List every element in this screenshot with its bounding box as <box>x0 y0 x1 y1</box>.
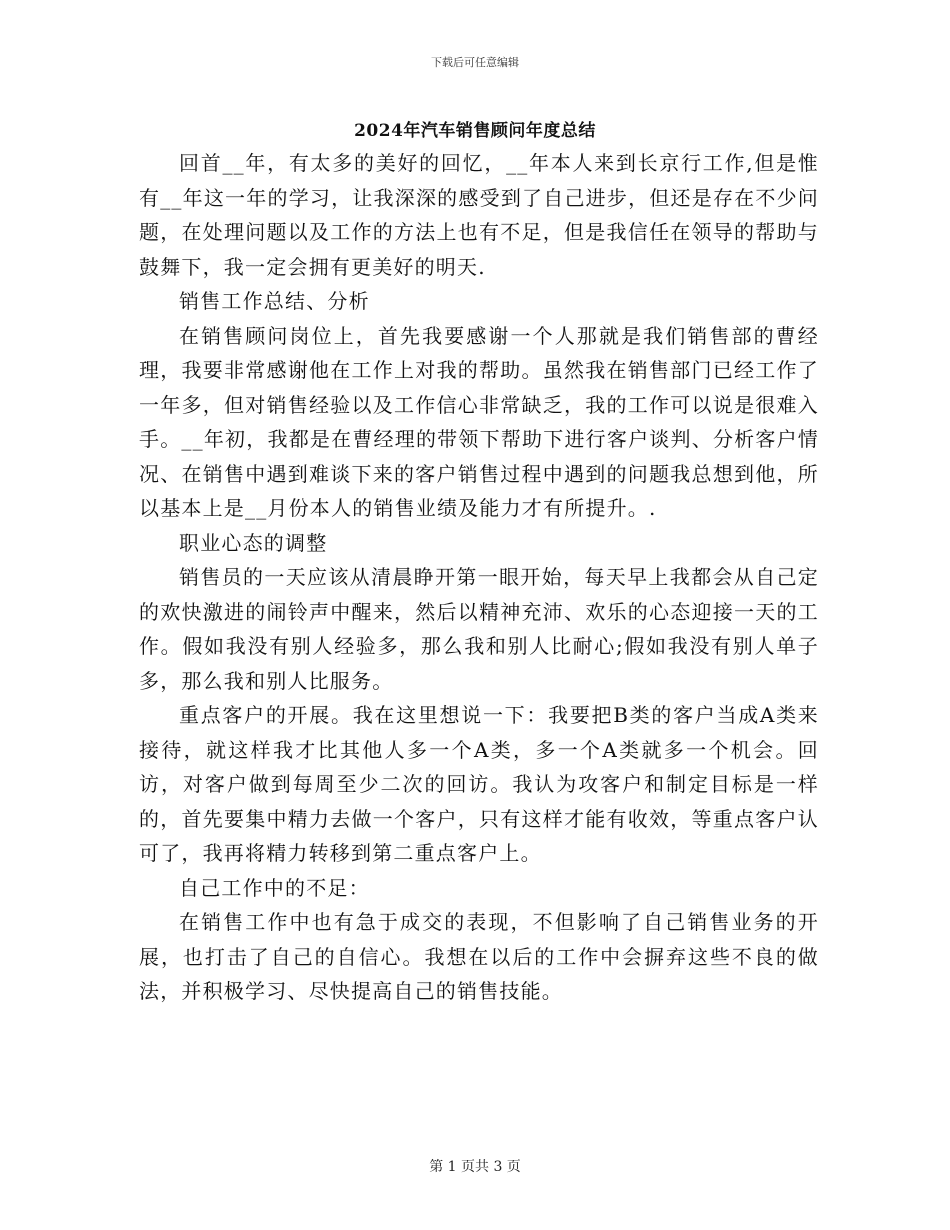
document-title: 2024年汽车销售顾问年度总结 <box>354 121 596 141</box>
section-heading-shortcomings: 自己工作中的不足： <box>179 875 370 900</box>
paragraph-intro: 回首__年，有太多的美好的回忆，__年本人来到长京行工作,但是惟有__年这一年的学习，让我深深的感受到了自己进步，但还是存在不少问题，在处理问题以及工作的方法上也有不足，但是我信任在领导的帮助与鼓舞下，我一定会拥有更美好的明天. <box>139 151 819 279</box>
section-heading-sales-summary: 销售工作总结、分析 <box>179 289 370 313</box>
paragraph-shortcomings: 在销售工作中也有急于成交的表现，不但影响了自己销售业务的开展，也打击了自己的自信心。我想在以后的工作中会摒弃这些不良的做法，并积极学习、尽快提高自己的销售技能。 <box>139 910 819 1003</box>
paragraph-key-clients: 重点客户的开展。我在这里想说一下：我要把B类的客户当成A类来接待，就这样我才比其他人多一个A类，多一个A类就多一个机会。回访，对客户做到每周至少二次的回访。我认为攻客户和制定目标是一样的，首先要集中精力去做一个客户，只有这样才能有收效，等重点客户认可了，我再将精力转移到第二重点客户上。 <box>139 703 819 865</box>
document-body <box>139 146 819 1009</box>
paragraph-mindset: 销售员的一天应该从清晨睁开第一眼开始，每天早上我都会从自己定的欢快激进的闹铃声中醒来，然后以精神充沛、欢乐的心态迎接一天的工作。假如我没有别人经验多，那么我和别人比耐心;假如我没有别人单子多，那么我和别人比服务。 <box>139 565 819 693</box>
page-header: 下载后可任意编辑 <box>431 56 519 69</box>
page-number: 第 1 页共 3 页 <box>429 1159 521 1175</box>
paragraph-sales-summary: 在销售顾问岗位上，首先我要感谢一个人那就是我们销售部的曹经理，我要非常感谢他在工作上对我的帮助。虽然我在销售部门已经工作了一年多，但对销售经验以及工作信心非常缺乏，我的工作可以说是很难入手。__年初，我都是在曹经理的带领下帮助下进行客户谈判、分析客户情况、在销售中遇到难谈下来的客户销售过程中遇到的问题我总想到他，所以基本上是__月份本人的销售业绩及能力才有所提升。. <box>139 323 819 520</box>
section-heading-mindset: 职业心态的调整 <box>179 530 328 555</box>
